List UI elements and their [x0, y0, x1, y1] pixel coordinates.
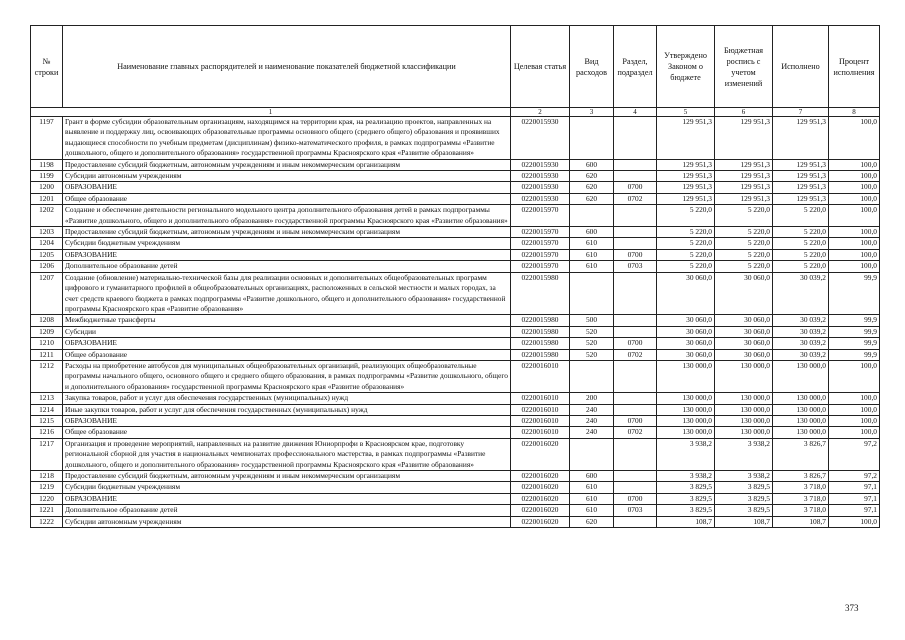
row-name: Общее образование [63, 427, 511, 438]
row-target: 0220015980 [511, 349, 570, 360]
row-executed: 108,7 [773, 516, 829, 527]
budget-table [30, 25, 880, 528]
column-number: 7 [773, 108, 829, 117]
table-body [31, 117, 880, 528]
row-target: 0220015930 [511, 117, 570, 160]
row-target: 0220016010 [511, 415, 570, 426]
row-razdel [614, 360, 657, 392]
row-number: 1216 [31, 427, 63, 438]
row-executed: 130 000,0 [773, 393, 829, 404]
row-percent: 99,9 [829, 326, 880, 337]
row-razdel [614, 482, 657, 493]
row-executed: 130 000,0 [773, 360, 829, 392]
row-vid: 200 [570, 393, 614, 404]
row-executed: 3 718,0 [773, 493, 829, 504]
row-approved: 5 220,0 [657, 238, 715, 249]
row-budget: 3 938,2 [715, 438, 773, 470]
row-executed: 129 951,3 [773, 193, 829, 204]
table-row [31, 227, 880, 238]
table-row [31, 404, 880, 415]
row-razdel: 0700 [614, 249, 657, 260]
row-vid: 240 [570, 427, 614, 438]
table-row [31, 315, 880, 326]
row-budget: 5 220,0 [715, 261, 773, 272]
row-number: 1215 [31, 415, 63, 426]
row-razdel: 0700 [614, 415, 657, 426]
row-approved: 3 829,5 [657, 482, 715, 493]
row-name: Межбюджетные трансферты [63, 315, 511, 326]
row-executed: 3 718,0 [773, 505, 829, 516]
row-razdel [614, 404, 657, 415]
row-razdel [614, 159, 657, 170]
row-percent: 97,2 [829, 438, 880, 470]
row-razdel [614, 438, 657, 470]
row-vid: 610 [570, 482, 614, 493]
row-budget: 30 060,0 [715, 349, 773, 360]
row-budget: 130 000,0 [715, 404, 773, 415]
row-number: 1205 [31, 249, 63, 260]
row-executed: 130 000,0 [773, 415, 829, 426]
row-number: 1222 [31, 516, 63, 527]
row-percent: 100,0 [829, 171, 880, 182]
row-razdel [614, 516, 657, 527]
row-razdel [614, 227, 657, 238]
row-razdel [614, 272, 657, 315]
row-target: 0220016020 [511, 493, 570, 504]
row-executed: 30 039,2 [773, 349, 829, 360]
row-percent: 100,0 [829, 205, 880, 227]
row-budget: 130 000,0 [715, 427, 773, 438]
column-number: 2 [511, 108, 570, 117]
row-budget: 5 220,0 [715, 238, 773, 249]
row-razdel [614, 117, 657, 160]
row-name: Субсидии автономным учреждениям [63, 171, 511, 182]
row-number: 1203 [31, 227, 63, 238]
row-target: 0220015970 [511, 238, 570, 249]
row-razdel [614, 393, 657, 404]
row-vid: 610 [570, 249, 614, 260]
row-approved: 130 000,0 [657, 427, 715, 438]
table-row [31, 249, 880, 260]
row-razdel: 0703 [614, 261, 657, 272]
row-number: 1221 [31, 505, 63, 516]
row-budget: 5 220,0 [715, 205, 773, 227]
row-razdel [614, 171, 657, 182]
row-vid: 610 [570, 261, 614, 272]
row-number: 1213 [31, 393, 63, 404]
table-row [31, 427, 880, 438]
row-vid: 620 [570, 193, 614, 204]
row-vid: 620 [570, 182, 614, 193]
row-executed: 3 826,7 [773, 471, 829, 482]
row-number: 1214 [31, 404, 63, 415]
row-razdel: 0700 [614, 493, 657, 504]
row-name: Закупка товаров, работ и услуг для обеспечения государственных (муниципальных) нужд [63, 393, 511, 404]
row-target: 0220016020 [511, 505, 570, 516]
row-approved: 129 951,3 [657, 117, 715, 160]
row-name: Создание (обновление) материально-технической базы для реализации основных и дополнительных общеобразовательных программ цифрового и гуманитарного профилей в общеобразовательных организациях, расположенных в сельской местности и малых городах, за счет средств краевого бюджета в рамках подпрограммы «Развитие дошкольного, общего и дополнительного образования» государственной программы Красноярского края «Развитие образования» [63, 272, 511, 315]
row-approved: 130 000,0 [657, 360, 715, 392]
row-approved: 129 951,3 [657, 159, 715, 170]
row-number: 1201 [31, 193, 63, 204]
row-executed: 5 220,0 [773, 227, 829, 238]
column-number: 1 [31, 108, 511, 117]
table-row [31, 182, 880, 193]
row-percent: 100,0 [829, 227, 880, 238]
row-target: 0220015970 [511, 249, 570, 260]
column-number-row [31, 108, 880, 117]
table-row [31, 493, 880, 504]
row-approved: 30 060,0 [657, 326, 715, 337]
row-percent: 100,0 [829, 117, 880, 160]
row-budget: 129 951,3 [715, 117, 773, 160]
row-name: ОБРАЗОВАНИЕ [63, 493, 511, 504]
table-row [31, 117, 880, 160]
row-number: 1220 [31, 493, 63, 504]
row-target: 0220016020 [511, 471, 570, 482]
row-budget: 3 938,2 [715, 471, 773, 482]
row-percent: 100,0 [829, 238, 880, 249]
table-row [31, 415, 880, 426]
table-row [31, 205, 880, 227]
row-percent: 100,0 [829, 415, 880, 426]
row-name: Грант в форме субсидии образовательным организациям, находящимся на территории края, на реализацию проектов, направленных на выявление и поддержку лиц, освоивающих образовательные программы основного общего (среднего общего) образования и проявивших выдающиеся способности по учебным предметам (дисциплинам) физико-математического профиля, в рамках подпрограммы «Развитие дошкольного, общего и дополнительного образования» государственной программы Красноярского края «Развитие образования» [63, 117, 511, 160]
header-percent: Процент исполнения [829, 26, 880, 108]
row-target: 0220015980 [511, 272, 570, 315]
row-budget: 129 951,3 [715, 193, 773, 204]
row-budget: 30 060,0 [715, 338, 773, 349]
row-number: 1210 [31, 338, 63, 349]
row-name: Организация и проведение мероприятий, направленных на развитие движения Юниорпрофи в Красноярском крае, подготовку региональной сборной для участия в национальных чемпионатах профессионального мастерства, в рамках подпрограммы «Развитие дошкольного, общего и дополнительного образования» государственной программы Красноярского края «Развитие образования» [63, 438, 511, 470]
row-target: 0220015970 [511, 205, 570, 227]
row-percent: 100,0 [829, 404, 880, 415]
row-budget: 3 829,5 [715, 482, 773, 493]
row-vid: 520 [570, 326, 614, 337]
row-executed: 5 220,0 [773, 205, 829, 227]
row-target: 0220016010 [511, 404, 570, 415]
row-approved: 129 951,3 [657, 171, 715, 182]
row-razdel: 0702 [614, 427, 657, 438]
row-approved: 3 829,5 [657, 505, 715, 516]
table-row [31, 360, 880, 392]
row-number: 1198 [31, 159, 63, 170]
row-budget: 129 951,3 [715, 159, 773, 170]
row-budget: 130 000,0 [715, 393, 773, 404]
row-target: 0220015980 [511, 315, 570, 326]
row-vid: 600 [570, 227, 614, 238]
row-budget: 5 220,0 [715, 227, 773, 238]
row-percent: 97,1 [829, 493, 880, 504]
row-vid [570, 117, 614, 160]
row-target: 0220015930 [511, 182, 570, 193]
row-approved: 5 220,0 [657, 249, 715, 260]
row-approved: 3 829,5 [657, 493, 715, 504]
row-name: ОБРАЗОВАНИЕ [63, 338, 511, 349]
row-budget: 130 000,0 [715, 415, 773, 426]
row-budget: 5 220,0 [715, 249, 773, 260]
row-approved: 129 951,3 [657, 182, 715, 193]
row-vid: 600 [570, 471, 614, 482]
row-percent: 99,9 [829, 338, 880, 349]
row-budget: 129 951,3 [715, 182, 773, 193]
row-number: 1206 [31, 261, 63, 272]
row-executed: 30 039,2 [773, 338, 829, 349]
row-executed: 30 039,2 [773, 272, 829, 315]
row-percent: 97,1 [829, 505, 880, 516]
row-percent: 100,0 [829, 393, 880, 404]
row-name: Дополнительное образование детей [63, 261, 511, 272]
row-executed: 3 826,7 [773, 438, 829, 470]
row-executed: 129 951,3 [773, 159, 829, 170]
row-vid: 610 [570, 505, 614, 516]
row-budget: 3 829,5 [715, 505, 773, 516]
header-razdel: Раздел, подраздел [614, 26, 657, 108]
row-number: 1218 [31, 471, 63, 482]
row-vid: 600 [570, 159, 614, 170]
row-approved: 130 000,0 [657, 415, 715, 426]
header-vid: Вид расходов [570, 26, 614, 108]
row-budget: 30 060,0 [715, 326, 773, 337]
row-percent: 100,0 [829, 516, 880, 527]
row-vid: 610 [570, 238, 614, 249]
row-target: 0220015980 [511, 326, 570, 337]
row-name: Предоставление субсидий бюджетным, автономным учреждениям и иным некоммерческим организациям [63, 471, 511, 482]
row-target: 0220015970 [511, 261, 570, 272]
row-number: 1204 [31, 238, 63, 249]
header-approved: Утверждено Законом о бюджете [657, 26, 715, 108]
row-budget: 3 829,5 [715, 493, 773, 504]
column-number: 5 [657, 108, 715, 117]
row-vid: 240 [570, 404, 614, 415]
row-name: Дополнительное образование детей [63, 505, 511, 516]
table-row [31, 338, 880, 349]
row-approved: 5 220,0 [657, 205, 715, 227]
header-name: Наименование главных распорядителей и наименование показателей бюджетной классификации [63, 26, 511, 108]
table-row [31, 159, 880, 170]
row-name: Общее образование [63, 349, 511, 360]
row-vid: 620 [570, 516, 614, 527]
row-razdel: 0702 [614, 349, 657, 360]
table-row [31, 272, 880, 315]
table-row [31, 516, 880, 527]
row-executed: 5 220,0 [773, 261, 829, 272]
row-vid [570, 272, 614, 315]
row-executed: 30 039,2 [773, 326, 829, 337]
row-target: 0220015930 [511, 193, 570, 204]
page-number: 373 [845, 603, 859, 613]
row-razdel [614, 315, 657, 326]
row-vid: 620 [570, 171, 614, 182]
row-vid [570, 438, 614, 470]
row-percent: 100,0 [829, 249, 880, 260]
column-number: 8 [829, 108, 880, 117]
table-row [31, 393, 880, 404]
row-razdel: 0702 [614, 193, 657, 204]
row-executed: 129 951,3 [773, 171, 829, 182]
row-approved: 3 938,2 [657, 471, 715, 482]
row-percent: 100,0 [829, 182, 880, 193]
row-budget: 129 951,3 [715, 171, 773, 182]
row-number: 1199 [31, 171, 63, 182]
row-vid: 520 [570, 349, 614, 360]
header-target: Целевая статья [511, 26, 570, 108]
column-number: 3 [570, 108, 614, 117]
row-name: ОБРАЗОВАНИЕ [63, 182, 511, 193]
row-percent: 100,0 [829, 360, 880, 392]
table-row [31, 171, 880, 182]
row-executed: 129 951,3 [773, 182, 829, 193]
row-name: Субсидии бюджетным учреждениям [63, 482, 511, 493]
row-executed: 130 000,0 [773, 404, 829, 415]
row-name: Предоставление субсидий бюджетным, автономным учреждениям и иным некоммерческим организациям [63, 159, 511, 170]
column-number: 6 [715, 108, 773, 117]
row-executed: 30 039,2 [773, 315, 829, 326]
row-target: 0220016020 [511, 516, 570, 527]
row-approved: 5 220,0 [657, 227, 715, 238]
row-name: ОБРАЗОВАНИЕ [63, 415, 511, 426]
row-approved: 30 060,0 [657, 315, 715, 326]
row-approved: 130 000,0 [657, 404, 715, 415]
row-executed: 5 220,0 [773, 238, 829, 249]
row-name: Создание и обеспечение деятельности регионального модельного центра дополнительного образования детей в рамках подпрограммы «Развитие дошкольного, общего и дополнительного образования» государственной программы Красноярского края «Развитие образования» [63, 205, 511, 227]
row-executed: 130 000,0 [773, 427, 829, 438]
row-target: 0220016010 [511, 360, 570, 392]
row-percent: 99,9 [829, 272, 880, 315]
row-number: 1200 [31, 182, 63, 193]
row-number: 1207 [31, 272, 63, 315]
row-executed: 3 718,0 [773, 482, 829, 493]
row-percent: 100,0 [829, 193, 880, 204]
row-percent: 97,1 [829, 482, 880, 493]
row-number: 1211 [31, 349, 63, 360]
header-budget: Бюджетная роспись с учетом изменений [715, 26, 773, 108]
row-name: ОБРАЗОВАНИЕ [63, 249, 511, 260]
table-row [31, 238, 880, 249]
row-number: 1208 [31, 315, 63, 326]
row-razdel [614, 471, 657, 482]
row-number: 1209 [31, 326, 63, 337]
row-percent: 99,9 [829, 315, 880, 326]
table-row [31, 471, 880, 482]
row-percent: 97,2 [829, 471, 880, 482]
row-approved: 130 000,0 [657, 393, 715, 404]
row-budget: 30 060,0 [715, 272, 773, 315]
column-number: 4 [614, 108, 657, 117]
row-approved: 30 060,0 [657, 272, 715, 315]
row-budget: 30 060,0 [715, 315, 773, 326]
row-razdel: 0700 [614, 338, 657, 349]
row-budget: 130 000,0 [715, 360, 773, 392]
row-percent: 100,0 [829, 159, 880, 170]
table-row [31, 438, 880, 470]
row-vid: 500 [570, 315, 614, 326]
table-row [31, 482, 880, 493]
row-number: 1212 [31, 360, 63, 392]
row-target: 0220015930 [511, 159, 570, 170]
table-row [31, 349, 880, 360]
row-approved: 108,7 [657, 516, 715, 527]
row-razdel [614, 205, 657, 227]
row-target: 0220016010 [511, 393, 570, 404]
header-executed: Исполнено [773, 26, 829, 108]
table-row [31, 193, 880, 204]
row-approved: 3 938,2 [657, 438, 715, 470]
row-executed: 5 220,0 [773, 249, 829, 260]
row-percent: 100,0 [829, 427, 880, 438]
row-name: Субсидии автономным учреждениям [63, 516, 511, 527]
header-row-no: № строки [31, 26, 63, 108]
row-approved: 30 060,0 [657, 338, 715, 349]
row-executed: 129 951,3 [773, 117, 829, 160]
row-name: Расходы на приобретение автобусов для муниципальных общеобразовательных организаций, реализующих общеобразовательные программы начального общего, основного общего и среднего общего образования, в рамках подпрограммы «Развитие дошкольного, общего и дополнительного образования» государственной программы Красноярского края «Развитие образования» [63, 360, 511, 392]
row-number: 1197 [31, 117, 63, 160]
row-percent: 100,0 [829, 261, 880, 272]
row-vid: 610 [570, 493, 614, 504]
row-razdel: 0703 [614, 505, 657, 516]
row-target: 0220015980 [511, 338, 570, 349]
row-approved: 5 220,0 [657, 261, 715, 272]
header-row [31, 26, 880, 108]
row-target: 0220015970 [511, 227, 570, 238]
row-approved: 129 951,3 [657, 193, 715, 204]
row-percent: 99,9 [829, 349, 880, 360]
row-approved: 30 060,0 [657, 349, 715, 360]
table-row [31, 326, 880, 337]
row-name: Субсидии бюджетным учреждениям [63, 238, 511, 249]
row-budget: 108,7 [715, 516, 773, 527]
row-razdel [614, 326, 657, 337]
table-row [31, 505, 880, 516]
row-target: 0220016020 [511, 482, 570, 493]
row-vid [570, 205, 614, 227]
row-number: 1219 [31, 482, 63, 493]
row-name: Субсидии [63, 326, 511, 337]
table-row [31, 261, 880, 272]
row-target: 0220015930 [511, 171, 570, 182]
row-name: Предоставление субсидий бюджетным, автономным учреждениям и иным некоммерческим организациям [63, 227, 511, 238]
row-name: Общее образование [63, 193, 511, 204]
row-name: Иные закупки товаров, работ и услуг для обеспечения государственных (муниципальных) нужд [63, 404, 511, 415]
row-razdel: 0700 [614, 182, 657, 193]
row-target: 0220016020 [511, 438, 570, 470]
row-razdel [614, 238, 657, 249]
row-vid [570, 360, 614, 392]
row-number: 1217 [31, 438, 63, 470]
row-target: 0220016010 [511, 427, 570, 438]
row-number: 1202 [31, 205, 63, 227]
row-vid: 240 [570, 415, 614, 426]
row-vid: 520 [570, 338, 614, 349]
